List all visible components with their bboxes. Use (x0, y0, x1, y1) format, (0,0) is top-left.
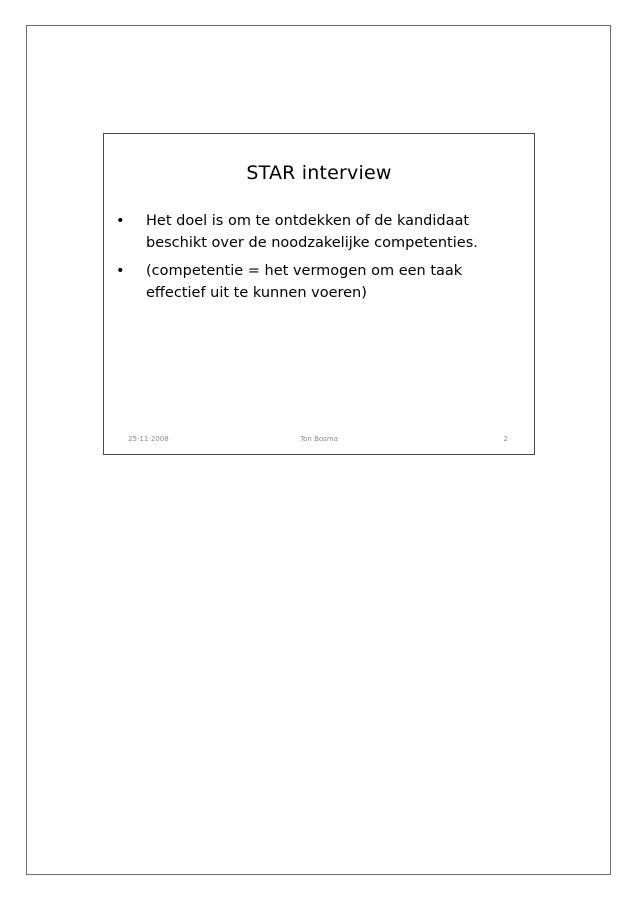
bullet-icon: • (116, 213, 125, 229)
footer-author: Ton Bosma (300, 435, 338, 443)
bullet-list (116, 210, 526, 310)
bullet-text: Het doel is om te ontdekken of de kandidaat beschikt over de noodzakelijke competenties. (146, 213, 478, 251)
footer-date: 25-11-2008 (128, 435, 169, 443)
footer-page-number: 2 (503, 435, 508, 443)
slide-footer (104, 435, 534, 447)
bullet-text: (competentie = het vermogen om een taak effectief uit te kunnen voeren) (146, 263, 463, 301)
slide-title: STAR interview (246, 162, 392, 184)
slide-thumbnail (103, 133, 535, 455)
bullet-item (116, 260, 526, 304)
bullet-item (116, 210, 526, 254)
bullet-icon: • (116, 263, 125, 279)
